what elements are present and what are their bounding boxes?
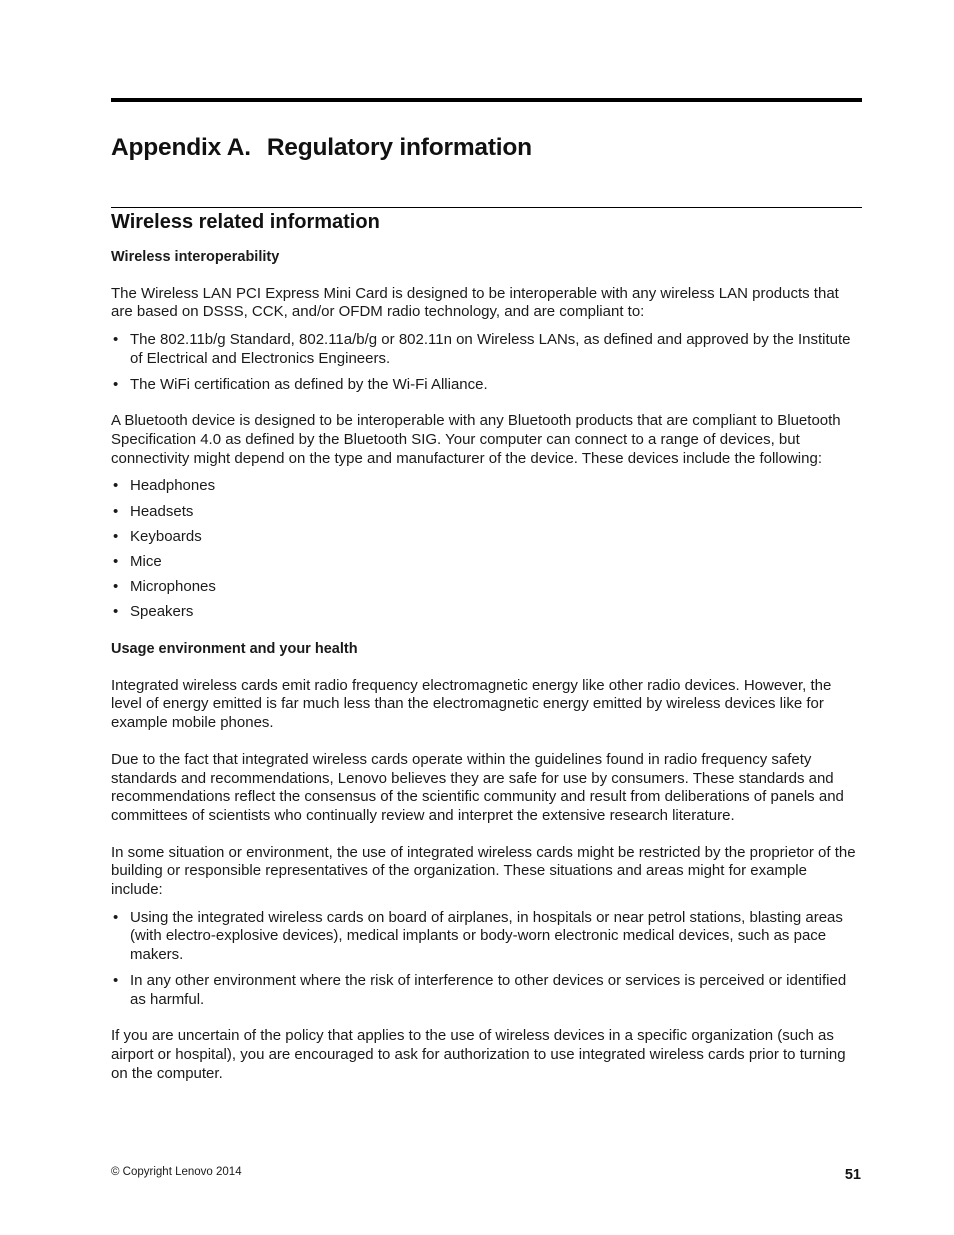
health-paragraph-2: Due to the fact that integrated wireless cards operate within the guidelines found in radio frequency safety standards and recommendations, Lenovo believes they are safe for use by consumers. These standards and recommendations reflect the consensus of the scientific community and result from deliberations of panels and committees of scientists who continually review and interpret the extensive research literature. [111,750,844,824]
body-content [111,248,862,1083]
list-item: • Microphones [111,578,862,597]
section-title: Wireless related information [111,211,380,233]
page-number: 51 [844,1167,861,1183]
restrictions-list [111,909,862,1010]
devices-list [111,477,862,622]
copyright-notice: © Copyright Lenovo 2014 [111,1166,242,1178]
interoperability-intro: The Wireless LAN PCI Express Mini Card is designed to be interoperable with any wireless LAN products that are based on DSSS, CCK, and/or OFDM radio technology, and are compliant to: [111,284,839,321]
health-heading: Usage environment and your health [111,641,358,658]
list-item: • The 802.11b/g Standard, 802.11a/b/g or 802.11n on Wireless LANs, as defined and approved by the Institute of Electrical and Electronics Engineers. [111,331,862,368]
health-paragraph-4: If you are uncertain of the policy that applies to the use of wireless devices in a specific organization (such as airport or hospital), you are encouraged to ask for authorization to use integrated wireless cards prior to turning on the computer. [111,1027,846,1082]
list-item: • The WiFi certification as defined by the Wi-Fi Alliance. [111,376,862,395]
list-item: • Mice [111,553,862,572]
list-item: • In any other environment where the risk of interference to other devices or services is perceived or identified as harmful. [111,972,862,1009]
section-rule [111,207,862,208]
list-item: • Headphones [111,477,862,496]
list-item: • Headsets [111,503,862,522]
list-item: • Keyboards [111,528,862,547]
chapter-title [111,134,532,162]
standards-list [111,331,862,394]
chapter-rule [111,98,862,102]
health-paragraph-3: In some situation or environment, the use of integrated wireless cards might be restricted by the proprietor of the building or responsible representatives of the organization. These situations and areas might for example include: [111,843,856,899]
bluetooth-paragraph: A Bluetooth device is designed to be interoperable with any Bluetooth products that are compliant to Bluetooth Specification 4.0 as defined by the Bluetooth SIG. Your computer can connect to a range of devices, but connectivity might depend on the type and manufacturer of the device. These devices include the following: [111,412,841,467]
interoperability-heading: Wireless interoperability [111,249,280,265]
list-item: • Speakers [111,603,862,622]
chapter-label: Appendix A. [111,134,251,161]
chapter-name: Regulatory information [266,134,532,161]
list-item: • Using the integrated wireless cards on board of airplanes, in hospitals or near petrol stations, blasting areas (with electro-explosive devices), medical implants or body-worn electronic medical devices, such as pace makers. [111,909,862,965]
health-paragraph-1: Integrated wireless cards emit radio frequency electromagnetic energy like other radio devices. However, the level of energy emitted is far much less than the electromagnetic energy emitted by wireless devices like for example mobile phones. [111,676,832,732]
